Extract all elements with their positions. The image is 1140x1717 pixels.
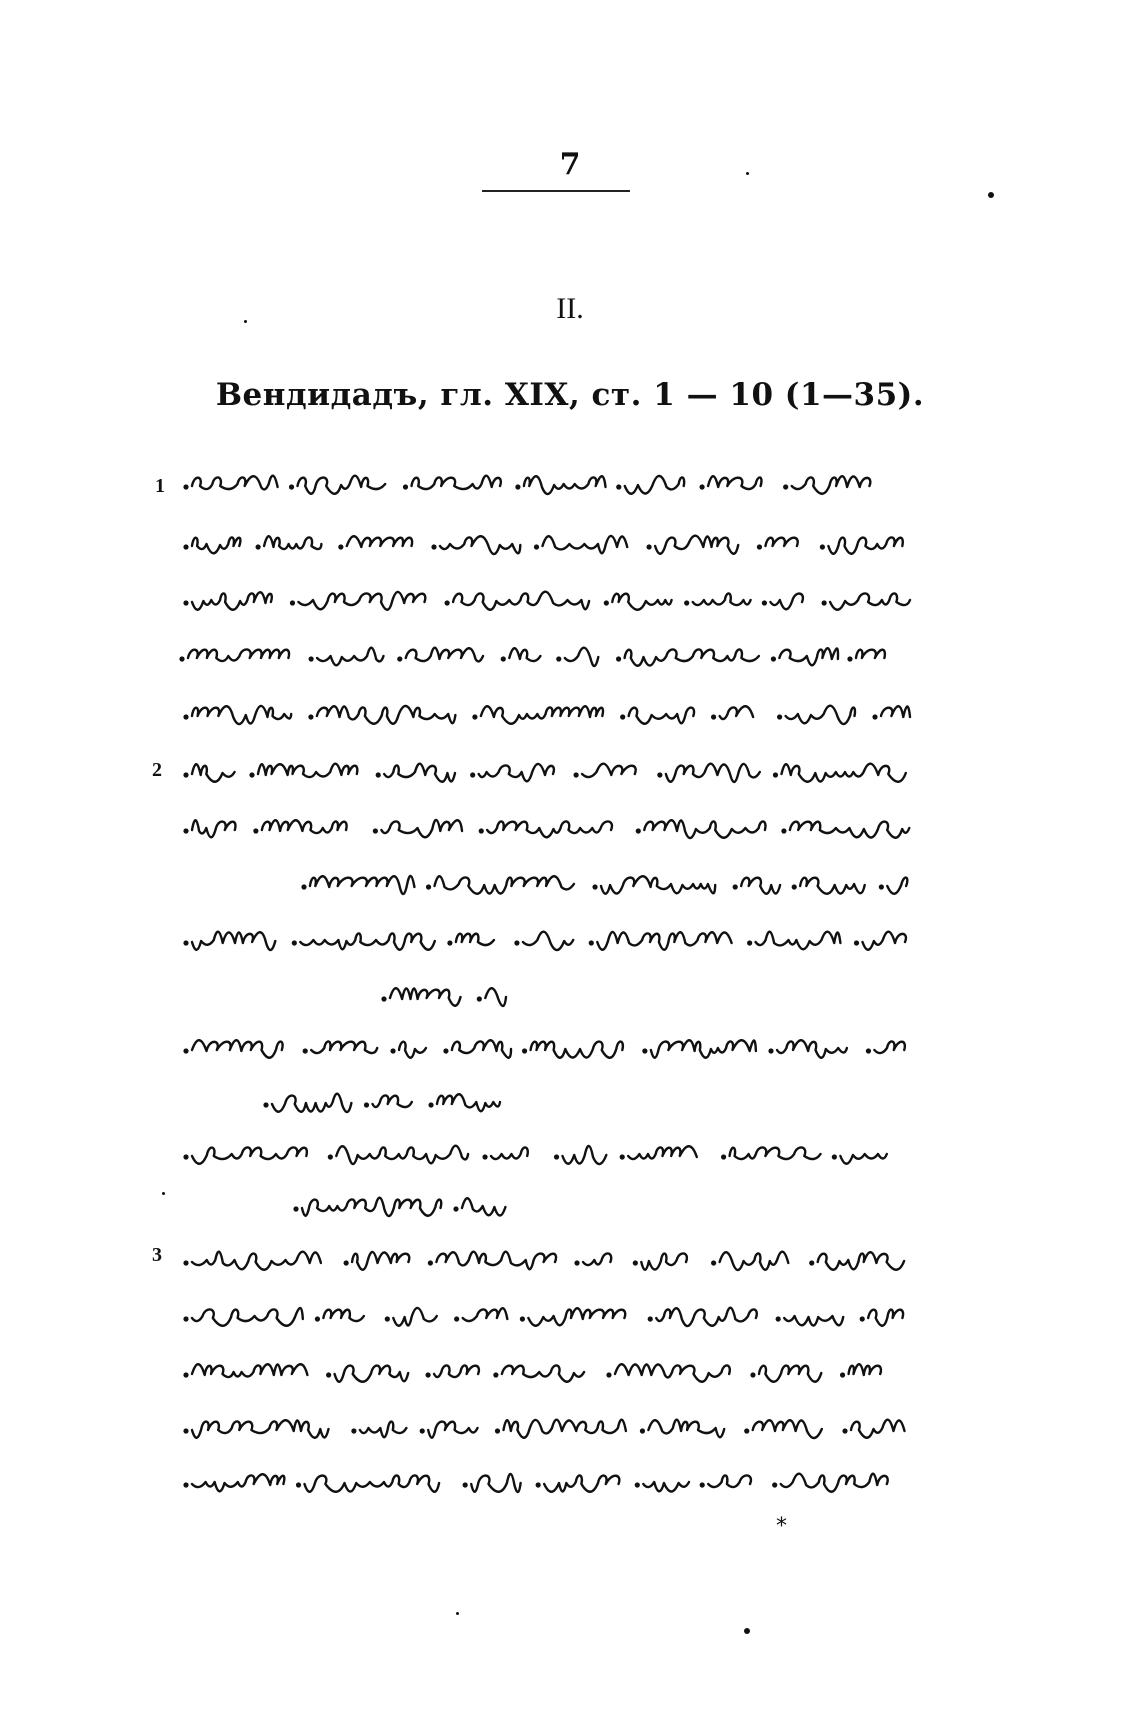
script-word [310, 876, 414, 894]
script-word [384, 764, 455, 782]
word-separator-dot [344, 1260, 349, 1265]
script-word [528, 1308, 625, 1326]
script-word [766, 538, 798, 546]
word-separator-dot [183, 1260, 188, 1265]
word-separator-dot [397, 656, 402, 661]
script-word [302, 1198, 441, 1216]
script-line [178, 640, 912, 674]
script-word [434, 1365, 479, 1377]
script-word [543, 536, 628, 553]
script-word [648, 1420, 724, 1438]
avestan-script-glyphs [182, 528, 912, 562]
word-separator-dot [633, 1260, 638, 1265]
script-word [471, 1474, 520, 1492]
word-separator-dot [520, 1316, 525, 1321]
script-word [336, 1146, 468, 1164]
avestan-script-glyphs [182, 1244, 912, 1278]
script-word [565, 648, 599, 666]
script-word [655, 536, 738, 554]
script-word [601, 876, 715, 894]
script-word [523, 932, 573, 950]
word-separator-dot [534, 544, 539, 549]
script-word [440, 536, 520, 554]
word-separator-dot [776, 1316, 781, 1321]
word-separator-dot [253, 828, 258, 833]
script-line [182, 812, 912, 846]
word-separator-dot [381, 996, 386, 1001]
script-word [323, 1310, 364, 1321]
word-separator-dot [445, 600, 450, 605]
script-word [192, 1147, 307, 1163]
script-line [182, 1244, 912, 1278]
script-word [881, 706, 910, 717]
script-word [347, 536, 412, 547]
word-separator-dot [773, 772, 778, 777]
script-word [720, 706, 754, 719]
word-separator-dot [616, 656, 621, 661]
word-separator-dot [642, 1048, 647, 1053]
word-separator-dot [554, 1154, 559, 1159]
script-word [753, 1420, 822, 1438]
page-speck [244, 320, 247, 323]
script-word [188, 649, 289, 661]
script-word [782, 764, 906, 782]
word-separator-dot [854, 940, 859, 945]
word-separator-dot [762, 600, 767, 605]
script-word [487, 821, 612, 837]
script-word [612, 594, 671, 610]
heading-text-part2: 10 (1—35). [718, 377, 925, 413]
script-word [851, 1420, 905, 1438]
script-line [182, 756, 912, 790]
script-word [435, 876, 574, 894]
word-separator-dot [292, 940, 297, 945]
script-word [830, 593, 910, 609]
script-word [840, 1154, 886, 1164]
avestan-script-glyphs [182, 1466, 912, 1500]
word-separator-dot [183, 1154, 188, 1159]
word-separator-dot [183, 1316, 188, 1321]
script-word [784, 1316, 843, 1326]
page-number-rule [482, 190, 630, 192]
word-separator-dot [309, 656, 314, 661]
script-word [192, 820, 235, 837]
script-word [800, 878, 865, 894]
word-separator-dot [620, 714, 625, 719]
word-separator-dot [495, 1428, 500, 1433]
script-word [192, 764, 235, 782]
page-speck [988, 192, 994, 198]
script-word [644, 820, 765, 838]
word-separator-dot [373, 828, 378, 833]
word-separator-dot [620, 1154, 625, 1159]
word-separator-dot [684, 600, 689, 605]
script-word [393, 1308, 437, 1326]
section-heading [0, 377, 1140, 413]
avestan-script-glyphs [292, 1190, 510, 1224]
script-word [452, 1040, 511, 1058]
word-separator-dot [501, 656, 506, 661]
script-line [182, 1412, 912, 1446]
script-word [741, 878, 780, 894]
avestan-script-glyphs [182, 924, 912, 958]
script-word [781, 1474, 888, 1492]
word-separator-dot [744, 1428, 749, 1433]
word-separator-dot [263, 1102, 268, 1107]
word-separator-dot [777, 714, 782, 719]
word-separator-dot [493, 1372, 498, 1377]
word-separator-dot [711, 714, 716, 719]
script-line [380, 980, 508, 1014]
word-separator-dot [556, 656, 561, 661]
word-separator-dot [296, 1482, 301, 1487]
script-word [262, 820, 347, 833]
script-word [790, 822, 909, 838]
script-word [412, 476, 501, 489]
word-separator-dot [425, 1372, 430, 1377]
script-word [192, 1040, 283, 1058]
script-word [615, 1364, 730, 1382]
word-separator-dot [183, 714, 188, 719]
word-separator-dot [792, 884, 797, 889]
word-separator-dot [589, 940, 594, 945]
word-separator-dot [447, 940, 452, 945]
word-separator-dot [860, 1316, 865, 1321]
script-line [182, 698, 912, 732]
script-word [373, 1095, 412, 1107]
script-word [656, 1308, 757, 1326]
script-word [317, 706, 456, 724]
word-separator-dot [616, 484, 621, 489]
heading-dash: — [686, 377, 719, 413]
script-word [456, 934, 494, 945]
script-word [792, 476, 871, 494]
script-word [436, 1252, 556, 1270]
word-separator-dot [183, 1482, 188, 1487]
script-word [786, 706, 855, 724]
word-separator-dot [326, 1372, 331, 1377]
script-word [272, 1094, 351, 1112]
script-word [643, 1482, 689, 1492]
script-word [192, 1364, 307, 1377]
word-separator-dot [721, 1154, 726, 1159]
script-word [777, 1040, 847, 1058]
script-word [453, 592, 589, 610]
script-word [625, 649, 759, 665]
word-separator-dot [733, 884, 738, 889]
word-separator-dot [364, 1102, 369, 1107]
word-separator-dot [183, 544, 188, 549]
word-separator-dot [646, 544, 651, 549]
page-speck [162, 1192, 165, 1195]
word-separator-dot [635, 1482, 640, 1487]
avestan-script-glyphs [182, 1138, 912, 1172]
word-separator-dot [699, 484, 704, 489]
script-word [299, 592, 426, 610]
word-separator-dot [443, 1048, 448, 1053]
verse-number-2: 2 [152, 759, 162, 781]
word-separator-dot [183, 940, 188, 945]
word-separator-dot [183, 1048, 188, 1053]
word-separator-dot [301, 884, 306, 889]
script-word [491, 1147, 528, 1159]
word-separator-dot [757, 544, 762, 549]
word-separator-dot [420, 1428, 425, 1433]
word-separator-dot [711, 1260, 716, 1265]
word-separator-dot [293, 1206, 298, 1211]
word-separator-dot [750, 1372, 755, 1377]
script-word [863, 932, 906, 950]
word-separator-dot [454, 1316, 459, 1321]
script-word [628, 1146, 697, 1159]
word-separator-dot [256, 544, 261, 549]
word-separator-dot [832, 1154, 837, 1159]
script-word [192, 1474, 284, 1491]
script-word [192, 1252, 321, 1270]
word-separator-dot [183, 600, 188, 605]
script-line [182, 1300, 912, 1334]
word-separator-dot [376, 772, 381, 777]
script-word [463, 1308, 508, 1321]
avestan-script-glyphs [262, 1086, 502, 1120]
word-separator-dot [872, 714, 877, 719]
word-separator-dot [592, 884, 597, 889]
word-separator-dot [606, 1372, 611, 1377]
word-separator-dot [842, 1428, 847, 1433]
script-word [479, 764, 554, 781]
word-separator-dot [809, 1260, 814, 1265]
word-separator-dot [403, 484, 408, 489]
word-separator-dot [183, 1372, 188, 1377]
script-line [182, 1466, 912, 1500]
word-separator-dot [847, 656, 852, 661]
word-separator-dot [249, 772, 254, 777]
script-word [399, 1042, 426, 1058]
script-word [693, 593, 751, 605]
script-line [292, 1190, 510, 1224]
script-word [563, 1146, 607, 1164]
script-word [770, 594, 803, 610]
word-separator-dot [840, 1372, 845, 1377]
word-separator-dot [290, 600, 295, 605]
word-separator-dot [308, 714, 313, 719]
word-separator-dot [536, 1482, 541, 1487]
verse-number-3: 3 [152, 1244, 162, 1266]
script-word [708, 1475, 751, 1487]
script-word [887, 878, 907, 894]
script-word [381, 820, 462, 837]
script-word [818, 1252, 904, 1270]
script-word [462, 1198, 505, 1215]
script-word [502, 1365, 584, 1381]
word-separator-dot [747, 940, 752, 945]
script-word [708, 476, 761, 489]
script-word [192, 592, 272, 610]
script-word [625, 476, 684, 494]
word-separator-dot [477, 996, 482, 1001]
script-word [849, 1364, 881, 1375]
script-line [182, 924, 912, 958]
script-word [192, 1420, 329, 1438]
script-word [582, 764, 636, 777]
script-word [192, 476, 278, 490]
avestan-script-glyphs [300, 868, 912, 902]
script-word [504, 1420, 626, 1438]
script-word [509, 648, 540, 661]
avestan-script-glyphs [182, 756, 912, 790]
word-separator-dot [636, 828, 641, 833]
word-separator-dot [479, 828, 484, 833]
word-separator-dot [472, 714, 477, 719]
script-word [258, 764, 357, 777]
page-number: 7 [559, 147, 581, 182]
word-separator-dot [604, 600, 609, 605]
script-word [651, 1040, 756, 1058]
script-word [264, 536, 321, 549]
script-word [629, 708, 694, 724]
word-separator-dot [183, 772, 188, 777]
section-numeral: II. [556, 292, 584, 325]
word-separator-dot [640, 1428, 645, 1433]
script-word [192, 1308, 303, 1326]
script-word [317, 648, 383, 666]
word-separator-dot [783, 484, 788, 489]
word-separator-dot [289, 484, 294, 489]
word-separator-dot [338, 544, 343, 549]
word-separator-dot [514, 940, 519, 945]
script-word [720, 1252, 789, 1270]
word-separator-dot [700, 1482, 705, 1487]
script-word [531, 1042, 623, 1058]
page-speck [744, 1628, 750, 1634]
script-word [311, 1041, 377, 1053]
word-separator-dot [470, 772, 475, 777]
script-word [305, 1475, 440, 1491]
word-separator-dot [183, 484, 188, 489]
word-separator-dot [303, 1048, 308, 1053]
heading-text-part1: Вендидадъ, гл. XIX, ст. 1 [215, 377, 687, 413]
script-word [298, 476, 386, 494]
word-separator-dot [648, 1316, 653, 1321]
script-word [406, 648, 483, 662]
word-separator-dot [515, 484, 520, 489]
script-word [666, 764, 760, 782]
page-speck [746, 172, 749, 175]
word-separator-dot [866, 1048, 871, 1053]
script-word [360, 1422, 407, 1438]
verse-number-1: 1 [155, 475, 165, 497]
script-word [868, 1310, 903, 1326]
script-line [182, 1032, 912, 1066]
word-separator-dot [428, 1260, 433, 1265]
script-word [390, 988, 461, 1006]
script-word [583, 1253, 611, 1265]
word-separator-dot [315, 1316, 320, 1321]
avestan-script-glyphs [182, 1356, 912, 1390]
word-separator-dot [390, 1048, 395, 1053]
word-separator-dot [183, 1428, 188, 1433]
word-separator-dot [428, 1102, 433, 1107]
script-word [352, 1252, 409, 1270]
word-separator-dot [879, 884, 884, 889]
word-separator-dot [426, 884, 431, 889]
avestan-script-glyphs [380, 980, 508, 1014]
script-word [485, 988, 506, 1006]
script-word [856, 650, 885, 658]
word-separator-dot [768, 1048, 773, 1053]
word-separator-dot [772, 1482, 777, 1487]
avestan-script-glyphs [182, 468, 912, 502]
script-line [262, 1086, 502, 1120]
word-separator-dot [820, 544, 825, 549]
avestan-script-glyphs [182, 812, 912, 846]
script-word [779, 648, 838, 665]
script-word [437, 1094, 500, 1111]
word-separator-dot [522, 1048, 527, 1053]
avestan-script-glyphs [182, 698, 912, 732]
script-word [335, 1366, 409, 1382]
word-separator-dot [431, 544, 436, 549]
word-separator-dot [482, 1154, 487, 1159]
page-speck [456, 1612, 459, 1615]
script-word [874, 1041, 904, 1053]
script-line [182, 1356, 912, 1390]
word-separator-dot [351, 1428, 356, 1433]
word-separator-dot [771, 656, 776, 661]
script-word [192, 706, 291, 724]
avestan-script-glyphs [182, 584, 912, 618]
script-word [544, 1475, 619, 1491]
word-separator-dot [453, 1206, 458, 1211]
word-separator-dot [463, 1482, 468, 1487]
avestan-script-glyphs [182, 1032, 912, 1066]
script-word [192, 537, 240, 553]
word-separator-dot [574, 1260, 579, 1265]
footnote-asterisk: * [776, 1514, 787, 1539]
word-separator-dot [574, 772, 579, 777]
word-separator-dot [657, 772, 662, 777]
word-separator-dot [179, 656, 184, 661]
script-word [828, 537, 902, 553]
script-line [182, 584, 912, 618]
avestan-script-glyphs [182, 1412, 912, 1446]
script-word [300, 933, 435, 949]
script-line [300, 868, 912, 902]
script-word [597, 932, 731, 950]
script-word [756, 932, 841, 950]
script-word [759, 1366, 821, 1382]
script-word [730, 1147, 821, 1159]
script-word [192, 932, 275, 950]
avestan-script-glyphs [178, 640, 912, 674]
word-separator-dot [781, 828, 786, 833]
script-line [182, 528, 912, 562]
word-separator-dot [822, 600, 827, 605]
word-separator-dot [385, 1316, 390, 1321]
script-word [428, 1422, 477, 1438]
script-line [182, 1138, 912, 1172]
script-word [481, 706, 603, 724]
script-line [182, 468, 912, 502]
word-separator-dot [328, 1154, 333, 1159]
script-word [641, 1253, 687, 1269]
avestan-script-glyphs [182, 1300, 912, 1334]
word-separator-dot [183, 828, 188, 833]
script-word [524, 476, 606, 494]
